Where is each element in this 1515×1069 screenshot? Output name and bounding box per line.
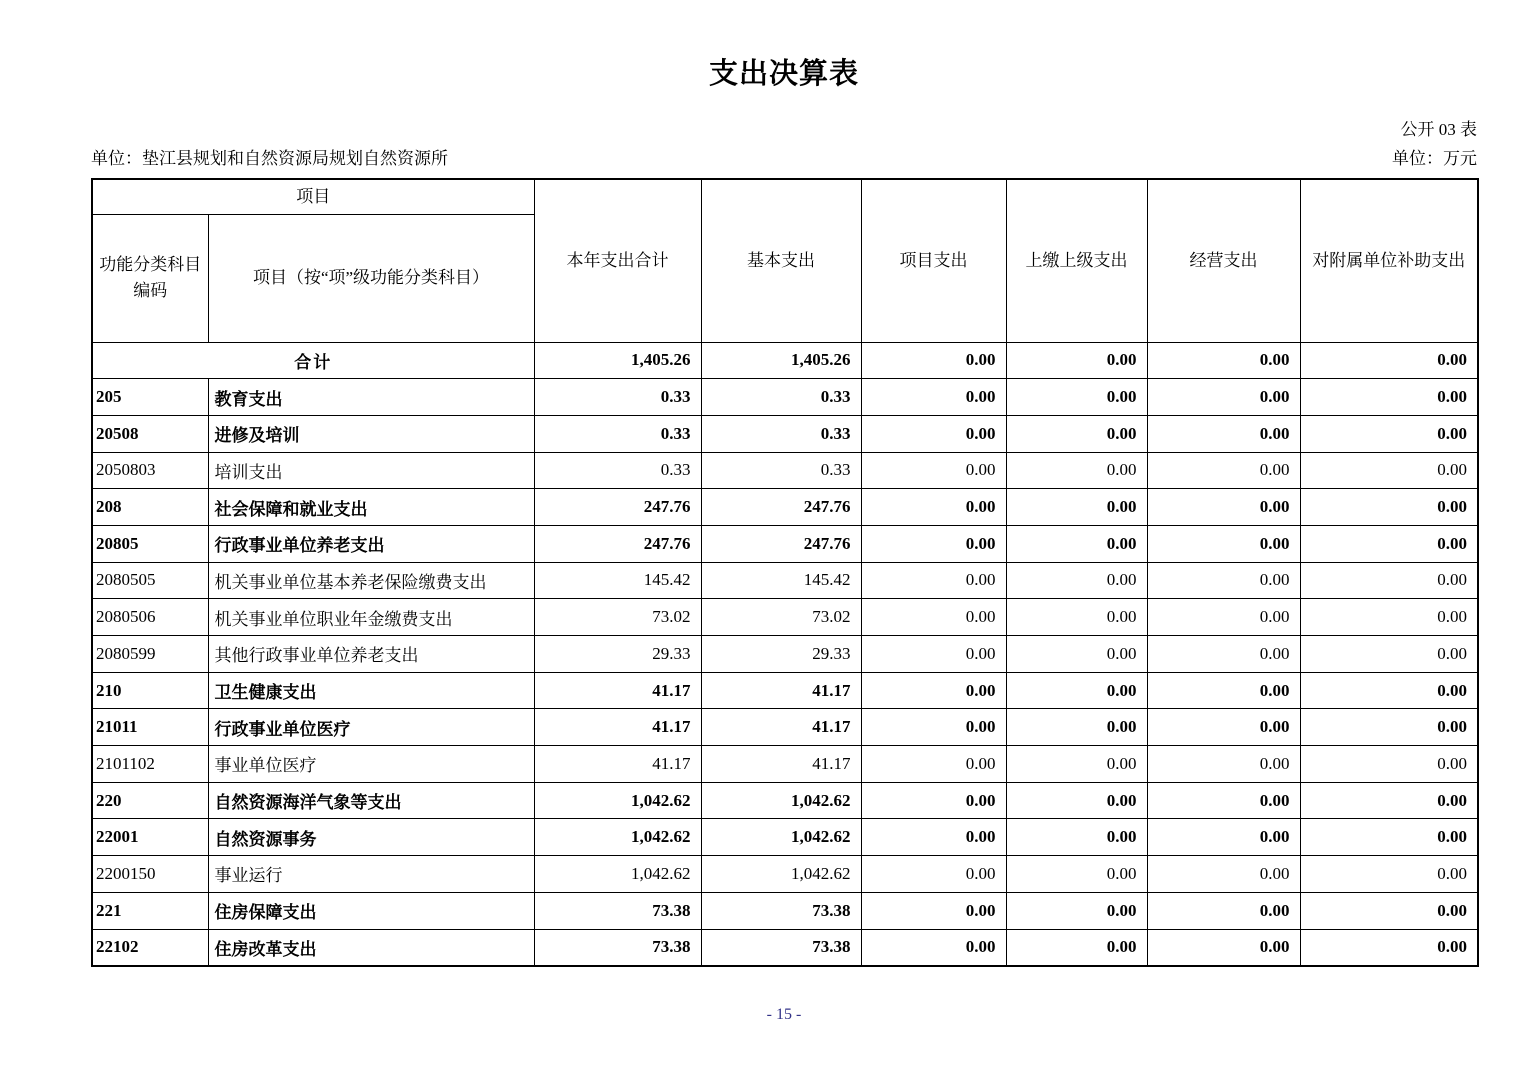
row-value: 0.00 bbox=[1006, 489, 1147, 526]
row-code: 2050803 bbox=[92, 452, 208, 489]
row-value: 0.00 bbox=[861, 892, 1006, 929]
row-value: 0.00 bbox=[1300, 636, 1478, 673]
row-value: 0.00 bbox=[1147, 709, 1300, 746]
row-value: 41.17 bbox=[534, 672, 701, 709]
row-value: 0.00 bbox=[861, 746, 1006, 783]
header-project-group: 项目 bbox=[92, 179, 534, 214]
row-value: 0.00 bbox=[861, 782, 1006, 819]
row-item-name: 进修及培训 bbox=[208, 415, 534, 452]
expenditure-table bbox=[91, 178, 1479, 967]
row-item-name: 事业单位医疗 bbox=[208, 746, 534, 783]
row-code: 20805 bbox=[92, 525, 208, 562]
row-value: 0.00 bbox=[1147, 782, 1300, 819]
page-number: - 15 - bbox=[766, 1005, 802, 1023]
row-code: 2080506 bbox=[92, 599, 208, 636]
row-code: 205 bbox=[92, 379, 208, 416]
row-item-name: 自然资源海洋气象等支出 bbox=[208, 782, 534, 819]
row-value: 0.33 bbox=[534, 452, 701, 489]
document-page bbox=[91, 0, 1477, 1025]
row-code: 2080599 bbox=[92, 636, 208, 673]
row-value: 145.42 bbox=[701, 562, 861, 599]
row-value: 0.00 bbox=[1300, 379, 1478, 416]
row-value: 0.00 bbox=[1300, 525, 1478, 562]
row-item-name: 行政事业单位医疗 bbox=[208, 709, 534, 746]
table-row bbox=[92, 819, 1478, 856]
row-value: 0.00 bbox=[1147, 636, 1300, 673]
table-body bbox=[92, 342, 1478, 966]
row-value: 0.00 bbox=[1300, 709, 1478, 746]
row-value: 0.00 bbox=[1006, 856, 1147, 893]
row-value: 0.00 bbox=[1147, 489, 1300, 526]
row-value: 0.00 bbox=[1147, 379, 1300, 416]
row-value: 0.00 bbox=[1147, 415, 1300, 452]
row-code: 220 bbox=[92, 782, 208, 819]
page-title: 支出决算表 bbox=[708, 58, 859, 90]
header-column-upper-level: 上缴上级支出 bbox=[1006, 179, 1147, 342]
row-value: 0.00 bbox=[861, 856, 1006, 893]
row-value: 1,405.26 bbox=[534, 342, 701, 379]
row-value: 0.00 bbox=[1147, 929, 1300, 966]
row-value: 0.33 bbox=[701, 452, 861, 489]
header-item-name: 项目（按“项”级功能分类科目） bbox=[208, 214, 534, 342]
header-column-subsidy: 对附属单位补助支出 bbox=[1300, 179, 1478, 342]
row-item-name: 机关事业单位基本养老保险缴费支出 bbox=[208, 562, 534, 599]
row-value: 0.00 bbox=[1006, 599, 1147, 636]
table-row bbox=[92, 379, 1478, 416]
table-row bbox=[92, 782, 1478, 819]
table-row bbox=[92, 599, 1478, 636]
row-value: 0.00 bbox=[861, 672, 1006, 709]
header-column-total: 本年支出合计 bbox=[534, 179, 701, 342]
row-value: 0.00 bbox=[1300, 782, 1478, 819]
row-value: 0.00 bbox=[1147, 525, 1300, 562]
row-value: 145.42 bbox=[534, 562, 701, 599]
row-value: 0.00 bbox=[1147, 672, 1300, 709]
row-value: 0.00 bbox=[1006, 525, 1147, 562]
row-item-name: 教育支出 bbox=[208, 379, 534, 416]
row-value: 0.00 bbox=[1300, 746, 1478, 783]
table-row bbox=[92, 489, 1478, 526]
row-value: 0.00 bbox=[1300, 562, 1478, 599]
row-value: 0.00 bbox=[861, 599, 1006, 636]
header-code: 功能分类科目编码 bbox=[92, 214, 208, 342]
row-item-name: 卫生健康支出 bbox=[208, 672, 534, 709]
row-value: 0.00 bbox=[1006, 672, 1147, 709]
table-row bbox=[92, 342, 1478, 379]
row-value: 73.38 bbox=[701, 892, 861, 929]
row-value: 0.00 bbox=[1006, 819, 1147, 856]
row-value: 0.00 bbox=[1006, 709, 1147, 746]
row-value: 0.00 bbox=[1006, 892, 1147, 929]
table-row bbox=[92, 856, 1478, 893]
row-value: 1,042.62 bbox=[701, 782, 861, 819]
row-value: 0.00 bbox=[1300, 452, 1478, 489]
row-value: 0.00 bbox=[1300, 929, 1478, 966]
row-value: 41.17 bbox=[701, 709, 861, 746]
table-row bbox=[92, 892, 1478, 929]
row-code: 22001 bbox=[92, 819, 208, 856]
row-value: 247.76 bbox=[701, 489, 861, 526]
row-code: 210 bbox=[92, 672, 208, 709]
row-code: 22102 bbox=[92, 929, 208, 966]
row-value: 0.00 bbox=[861, 929, 1006, 966]
row-value: 0.00 bbox=[1006, 415, 1147, 452]
row-item-name: 行政事业单位养老支出 bbox=[208, 525, 534, 562]
row-value: 0.33 bbox=[701, 379, 861, 416]
row-code: 221 bbox=[92, 892, 208, 929]
row-value: 0.00 bbox=[861, 415, 1006, 452]
row-value: 0.00 bbox=[1300, 489, 1478, 526]
table-row bbox=[92, 562, 1478, 599]
header-column-project: 项目支出 bbox=[861, 179, 1006, 342]
row-value: 0.00 bbox=[1147, 452, 1300, 489]
row-value: 1,042.62 bbox=[534, 856, 701, 893]
row-value: 0.33 bbox=[701, 415, 861, 452]
row-value: 0.00 bbox=[861, 525, 1006, 562]
row-value: 0.00 bbox=[861, 636, 1006, 673]
table-row bbox=[92, 415, 1478, 452]
row-code: 21011 bbox=[92, 709, 208, 746]
row-item-name: 机关事业单位职业年金缴费支出 bbox=[208, 599, 534, 636]
row-item-name: 自然资源事务 bbox=[208, 819, 534, 856]
row-value: 0.00 bbox=[1300, 415, 1478, 452]
row-value: 0.00 bbox=[1147, 892, 1300, 929]
header-column-basic: 基本支出 bbox=[701, 179, 861, 342]
row-value: 73.02 bbox=[701, 599, 861, 636]
row-item-name: 其他行政事业单位养老支出 bbox=[208, 636, 534, 673]
row-value: 1,042.62 bbox=[534, 819, 701, 856]
header-row-top bbox=[92, 179, 1478, 214]
row-value: 41.17 bbox=[701, 746, 861, 783]
row-item-name: 住房保障支出 bbox=[208, 892, 534, 929]
row-value: 0.00 bbox=[1006, 342, 1147, 379]
header-column-operating: 经营支出 bbox=[1147, 179, 1300, 342]
meta-row bbox=[91, 148, 1477, 170]
currency-unit-label: 单位：万元 bbox=[1392, 149, 1477, 168]
row-value: 73.02 bbox=[534, 599, 701, 636]
row-value: 0.00 bbox=[1300, 342, 1478, 379]
table-row bbox=[92, 636, 1478, 673]
row-value: 0.00 bbox=[861, 562, 1006, 599]
table-row bbox=[92, 709, 1478, 746]
row-value: 41.17 bbox=[701, 672, 861, 709]
row-value: 41.17 bbox=[534, 746, 701, 783]
row-value: 73.38 bbox=[701, 929, 861, 966]
row-value: 0.33 bbox=[534, 415, 701, 452]
row-value: 0.00 bbox=[861, 452, 1006, 489]
row-value: 0.00 bbox=[1147, 856, 1300, 893]
row-value: 1,042.62 bbox=[701, 856, 861, 893]
row-item-name: 社会保障和就业支出 bbox=[208, 489, 534, 526]
row-value: 0.00 bbox=[861, 709, 1006, 746]
row-value: 29.33 bbox=[701, 636, 861, 673]
row-value: 0.00 bbox=[1006, 929, 1147, 966]
row-value: 0.33 bbox=[534, 379, 701, 416]
table-number-label: 公开 03 表 bbox=[1400, 120, 1477, 139]
row-value: 0.00 bbox=[1006, 782, 1147, 819]
row-value: 29.33 bbox=[534, 636, 701, 673]
row-value: 0.00 bbox=[1006, 452, 1147, 489]
row-value: 0.00 bbox=[1006, 746, 1147, 783]
row-value: 0.00 bbox=[1300, 819, 1478, 856]
row-item-name: 住房改革支出 bbox=[208, 929, 534, 966]
row-code: 20508 bbox=[92, 415, 208, 452]
row-value: 0.00 bbox=[861, 379, 1006, 416]
row-value: 247.76 bbox=[534, 525, 701, 562]
row-value: 0.00 bbox=[1147, 819, 1300, 856]
row-value: 0.00 bbox=[1300, 599, 1478, 636]
row-value: 73.38 bbox=[534, 892, 701, 929]
row-value: 0.00 bbox=[861, 342, 1006, 379]
row-value: 0.00 bbox=[1006, 636, 1147, 673]
row-code: 2101102 bbox=[92, 746, 208, 783]
row-value: 1,042.62 bbox=[701, 819, 861, 856]
row-value: 1,042.62 bbox=[534, 782, 701, 819]
row-value: 0.00 bbox=[861, 819, 1006, 856]
row-value: 41.17 bbox=[534, 709, 701, 746]
row-code: 2080505 bbox=[92, 562, 208, 599]
table-row bbox=[92, 746, 1478, 783]
row-value: 0.00 bbox=[1147, 562, 1300, 599]
table-row bbox=[92, 452, 1478, 489]
row-value: 0.00 bbox=[1147, 342, 1300, 379]
row-value: 0.00 bbox=[1006, 379, 1147, 416]
row-value: 0.00 bbox=[1006, 562, 1147, 599]
row-value: 247.76 bbox=[534, 489, 701, 526]
row-code: 208 bbox=[92, 489, 208, 526]
org-unit-label: 单位：垫江县规划和自然资源局规划自然资源所 bbox=[91, 149, 448, 168]
row-value: 1,405.26 bbox=[701, 342, 861, 379]
row-item-name: 事业运行 bbox=[208, 856, 534, 893]
row-value: 0.00 bbox=[1300, 856, 1478, 893]
table-row bbox=[92, 672, 1478, 709]
row-value: 73.38 bbox=[534, 929, 701, 966]
row-value: 0.00 bbox=[861, 489, 1006, 526]
row-value: 247.76 bbox=[701, 525, 861, 562]
row-value: 0.00 bbox=[1300, 892, 1478, 929]
table-row bbox=[92, 525, 1478, 562]
table-row bbox=[92, 929, 1478, 966]
row-item-name: 培训支出 bbox=[208, 452, 534, 489]
row-value: 0.00 bbox=[1147, 599, 1300, 636]
row-value: 0.00 bbox=[1147, 746, 1300, 783]
row-value: 0.00 bbox=[1300, 672, 1478, 709]
row-code: 2200150 bbox=[92, 856, 208, 893]
row-total-label: 合计 bbox=[92, 342, 534, 379]
